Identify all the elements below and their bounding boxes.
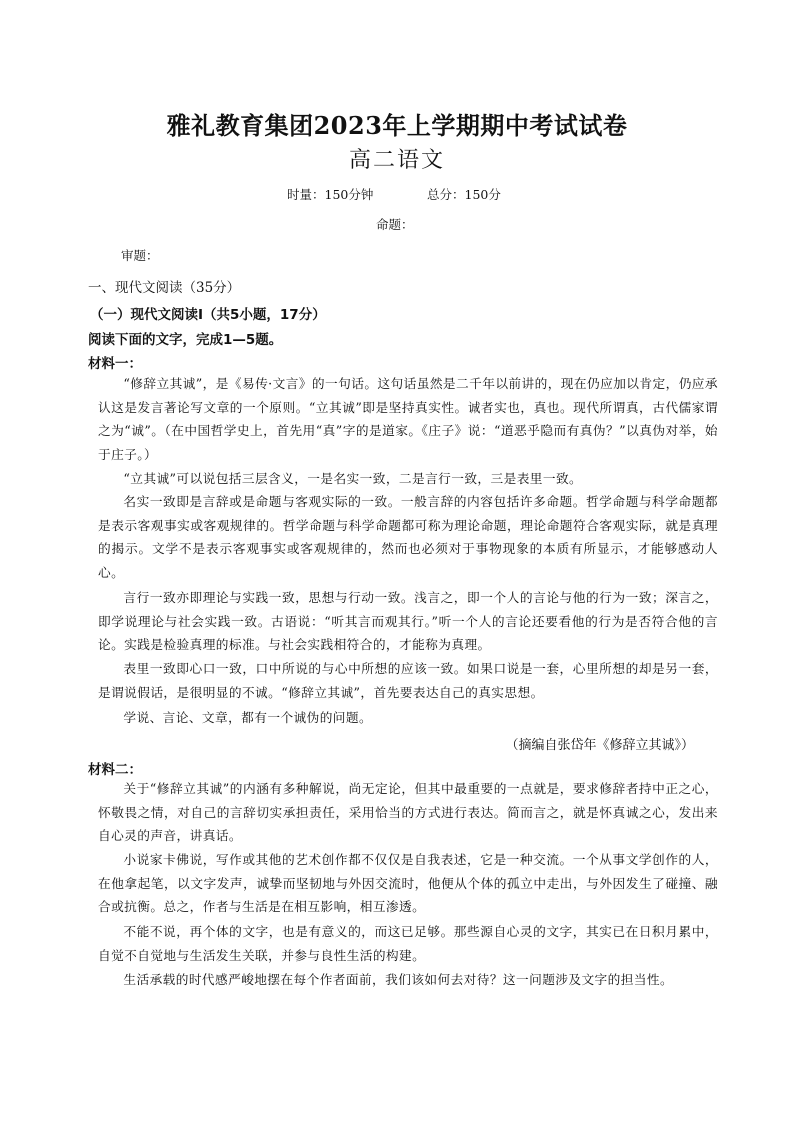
section-heading: 一、现代文阅读（35分）	[88, 280, 241, 296]
material1-paragraph: 言行一致亦即理论与实践一致，思想与行动一致。浅言之，即一个人的言论与他的行为一致；深言之，即学说理论与社会实践一致。古语说：“听其言而观其行。”听一个人的言论还要看他的行为是否符合他的言论。实践是检验真理的标准。与社会实践相符合的，才能称为真理。	[98, 590, 718, 653]
material1-paragraph: “立其诚”可以说包括三层含义，一是名实一致，二是言行一致，三是表里一致。	[123, 471, 583, 486]
exam-title: 雅礼教育集团2023年上学期期中考试试卷	[166, 111, 628, 140]
proposer-label: 命题：	[376, 217, 414, 232]
material2-paragraph: 小说家卡佛说，写作或其他的艺术创作都不仅仅是自我表述，它是一种交流。一个从事文学创作的人，在他拿起笔，以文字发声，诚挚而坚韧地与外因交流时，他便从个体的孤立中走出，与外因发生了碰撞、融合或抗衡。总之，作者与生活是在相互影响，相互渗透。	[98, 852, 718, 915]
time-limit: 时量：150分钟	[287, 187, 374, 202]
reading-instruction: 阅读下面的文字，完成1—5题。	[88, 332, 283, 348]
material1-paragraph: 名实一致即是言辞或是命题与客观实际的一致。一般言辞的内容包括许多命题。哲学命题与科学命题都是表示客观事实或客观规律的。哲学命题与科学命题都可称为理论命题，理论命题符合客观实际，就是真理的揭示。文学不是表示客观事实或客观规律的，然而也必须对于事物现象的本质有所显示，才能够感动人心。	[98, 494, 718, 580]
subject-title: 高二语文	[348, 148, 445, 173]
material2-paragraph: 不能不说，再个体的文字，也是有意义的，而这已足够。那些源自心灵的文字，其实已在日积月累中，自觉不自觉地与生活发生关联，并参与良性生活的构建。	[98, 924, 718, 963]
reviewer-label: 审题：	[121, 248, 159, 263]
material2-label: 材料二：	[88, 762, 142, 778]
material1-paragraph: 学说、言论、文章，都有一个诚伪的问题。	[123, 710, 373, 725]
material1-label: 材料一：	[88, 356, 142, 372]
material2-paragraph: 关于“修辞立其诚”的内涵有多种解说，尚无定论，但其中最重要的一点就是，要求修辞者持中正之心，怀敬畏之情，对自己的言辞切实承担责任，采用恰当的方式进行表达。简而言之，就是怀真诚之心，发出来自心灵的声音，讲真话。	[98, 781, 718, 844]
material1-paragraph: 表里一致即心口一致，口中所说的与心中所想的应该一致。如果口说是一套，心里所想的却是另一套，是谓说假话，是很明显的不诚。“修辞立其诚”，首先要表达自己的真实思想。	[98, 661, 718, 700]
part-heading: （一）现代文阅读Ⅰ（共5小题，17分）	[90, 307, 326, 323]
material2-paragraph: 生活承载的时代感严峻地摆在每个作者面前，我们该如何去对待？这一问题涉及文字的担当性。	[123, 972, 674, 987]
material1-paragraph: “修辞立其诚”，是《易传·文言》的一句话。这句话虽然是二千年以前讲的，现在仍应加以肯定，仍应承认这是发言著论写文章的一个原则。“立其诚”即是坚持真实性。诚者实也，真也。现代所谓真，古代儒家谓之为“诚”。（在中国哲学史上，首先用“真”字的是道家。《庄子》说：“道恶乎隐而有真伪？”以真伪对举，始于庄子。）	[98, 376, 718, 462]
total-score: 总分：150分	[427, 187, 501, 202]
material1-source: （摘编自张岱年《修辞立其诚》）	[505, 738, 694, 753]
